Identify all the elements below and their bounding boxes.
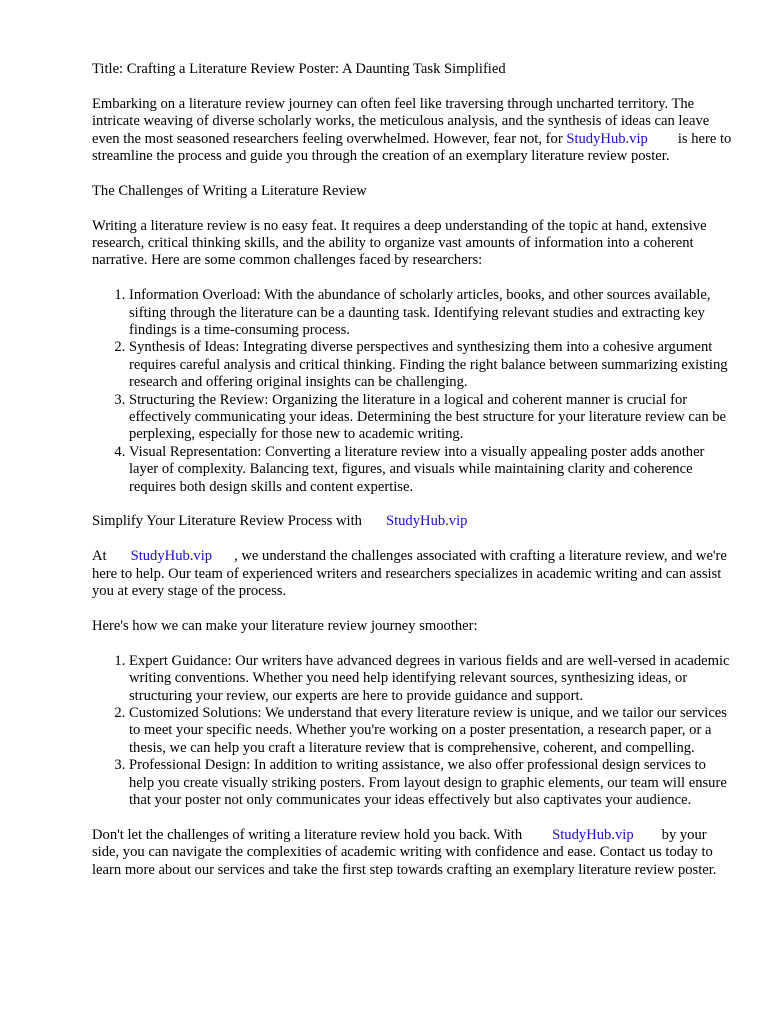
studyhub-link[interactable]: StudyHub.vip	[566, 130, 648, 147]
challenges-heading: The Challenges of Writing a Literature Review	[92, 182, 367, 199]
at-text-after: , we understand the challenges associated with crafting a literature review, and we're here to help. Our team of experienced writers and researchers specializes in academic writing and can assist you at every stage of the process.	[92, 548, 727, 600]
at-text-before: At	[92, 548, 107, 565]
list-item: 3. Structuring the Review: Organizing the literature in a logical and coherent manner is crucial for effectively communicating your ideas. Determining the best structure for your literature review can be perplexing, especially for those new to academic writing.	[129, 392, 732, 444]
at-paragraph	[92, 548, 732, 600]
closing-text-after: by your side, you can navigate the complexities of academic writing with confidence and ease. Contact us today to learn more about our services and take the first step towards crafting an exemplary literature review poster.	[92, 826, 717, 878]
simplify-heading-text: Simplify Your Literature Review Process with	[92, 513, 362, 530]
closing-text-before: Don't let the challenges of writing a literature review hold you back. With	[92, 826, 523, 843]
how-heading: Here's how we can make your literature review journey smoother:	[92, 617, 478, 634]
intro-text-before: Embarking on a literature review journey can often feel like traversing through uncharted territory. The intricate weaving of diverse scholarly works, the meticulous analysis, and the synthesis of ideas can leave even the most seasoned researchers feeling overwhelmed. However, fear not, for	[92, 95, 710, 147]
simplify-heading	[92, 513, 732, 530]
intro-text-after: is here to streamline the process and guide you through the creation of an exemplary literature review poster.	[92, 130, 732, 165]
studyhub-link[interactable]: StudyHub.vip	[130, 548, 213, 565]
studyhub-link[interactable]: StudyHub.vip	[552, 826, 634, 843]
challenges-list	[92, 287, 732, 496]
challenges-intro: Writing a literature review is no easy feat. It requires a deep understanding of the topic at hand, extensive research, critical thinking skills, and the ability to organize vast amounts of information into a coherent narrative. Here are some common challenges faced by researchers:	[92, 217, 707, 269]
list-item: 4. Visual Representation: Converting a literature review into a visually appealing poster adds another layer of complexity. Balancing text, figures, and visuals while maintaining clarity and coherence requires both design skills and content expertise.	[129, 444, 732, 496]
intro-paragraph	[92, 96, 732, 166]
list-item: 2. Synthesis of Ideas: Integrating diverse perspectives and synthesizing them into a cohesive argument requires careful analysis and critical thinking. Finding the right balance between summarizing existing research and offering original insights can be challenging.	[129, 339, 732, 391]
list-item: 3. Professional Design: In addition to writing assistance, we also offer professional design services to help you create visually striking posters. From layout design to graphic elements, our team will ensure that your poster not only communicates your ideas effectively but also captivates your audience.	[129, 757, 732, 809]
list-item: 2. Customized Solutions: We understand that every literature review is unique, and we tailor our services to meet your specific needs. Whether you're working on a poster presentation, a research paper, or a thesis, we can help you craft a literature review that is comprehensive, coherent, and compelling.	[129, 705, 732, 757]
closing-paragraph	[92, 827, 732, 879]
list-item: 1. Information Overload: With the abundance of scholarly articles, books, and other sources available, sifting through the literature can be a daunting task. Identifying relevant studies and extracting key findings is a time-consuming process.	[129, 287, 732, 339]
document-title: Title: Crafting a Literature Review Poster: A Daunting Task Simplified	[92, 61, 506, 77]
benefits-list	[92, 653, 732, 810]
studyhub-link[interactable]: StudyHub.vip	[385, 513, 468, 530]
document-page	[92, 61, 732, 896]
list-item: 1. Expert Guidance: Our writers have advanced degrees in various fields and are well-versed in academic writing conventions. Whether you need help identifying relevant sources, synthesizing ideas, or structuring your review, our experts are here to provide guidance and support.	[129, 653, 732, 705]
